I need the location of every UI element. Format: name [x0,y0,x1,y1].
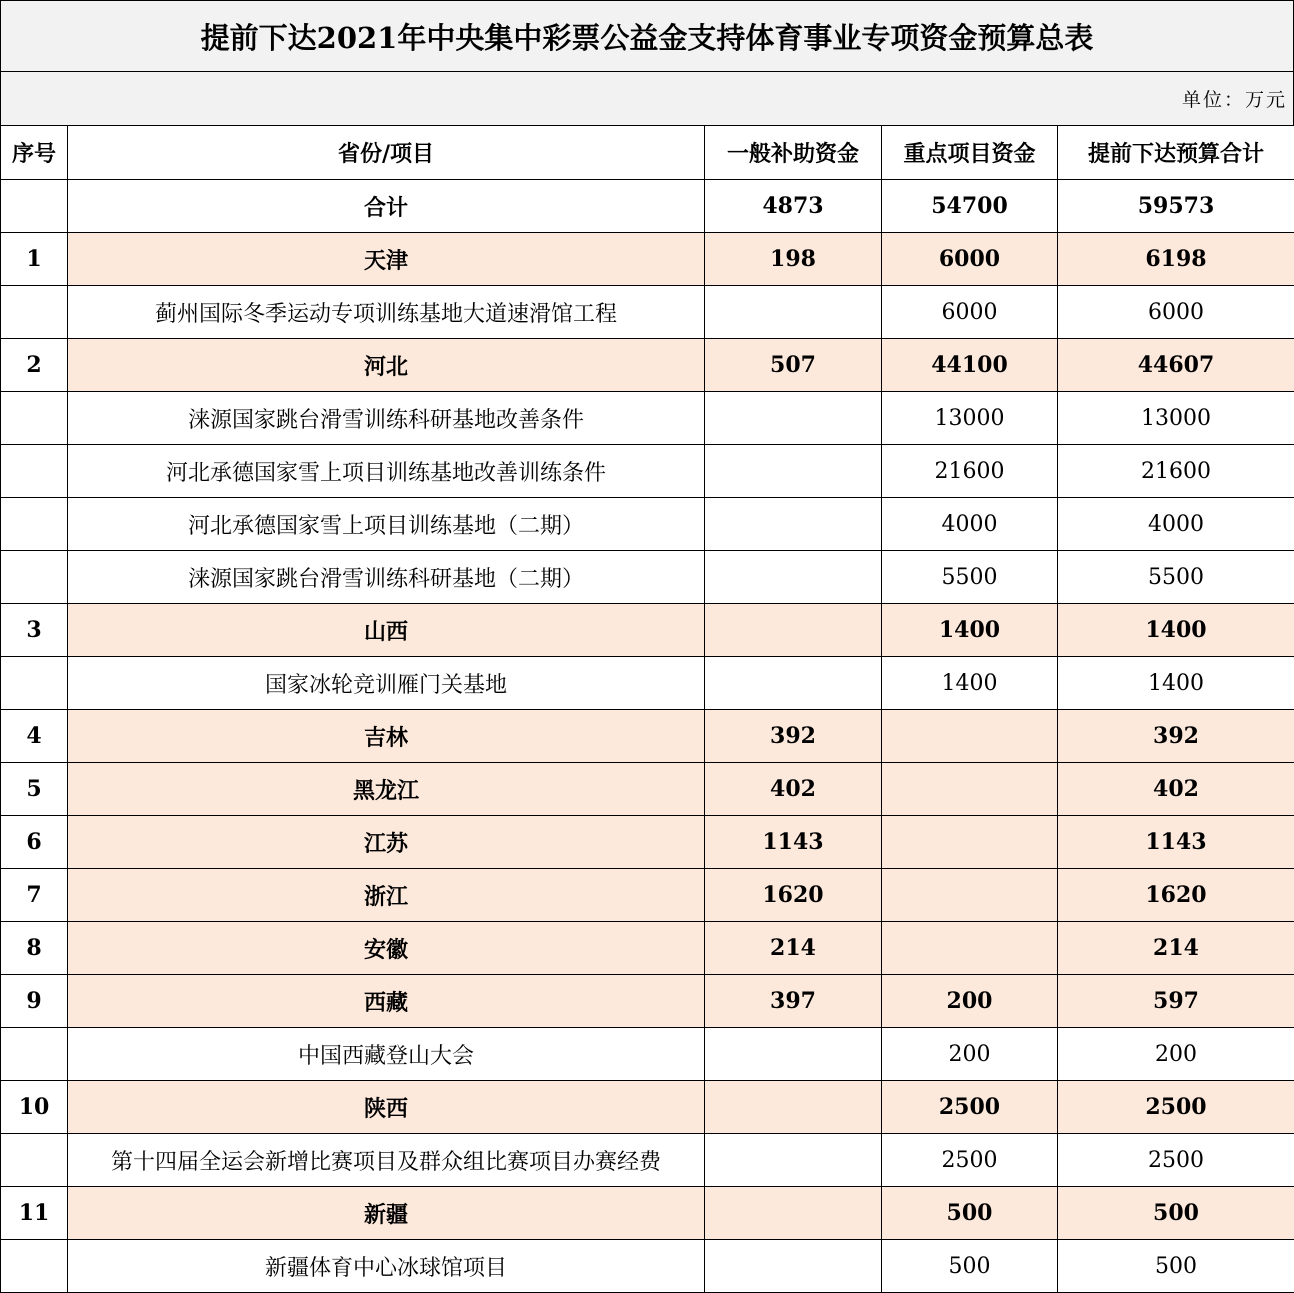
province-row [1,710,1294,763]
row-general-fund [705,1028,882,1081]
province-row [1,1187,1294,1240]
row-seq: 4 [1,710,68,763]
project-row [1,1028,1294,1081]
total-row [1,180,1294,233]
row-seq: 1 [1,233,68,286]
row-seq: 9 [1,975,68,1028]
row-seq [1,1240,68,1293]
province-row [1,339,1294,392]
budget-table [0,125,1294,1293]
project-row [1,286,1294,339]
row-seq: 11 [1,1187,68,1240]
row-name: 安徽 [68,922,705,975]
row-seq [1,657,68,710]
row-total: 1400 [1058,657,1294,710]
row-name: 河北承德国家雪上项目训练基地（二期） [68,498,705,551]
row-key-project-fund [882,922,1058,975]
row-key-project-fund: 500 [882,1187,1058,1240]
project-row [1,392,1294,445]
row-name: 黑龙江 [68,763,705,816]
row-name: 西藏 [68,975,705,1028]
row-general-fund [705,445,882,498]
header-general: 一般补助资金 [705,126,882,180]
row-total: 4000 [1058,498,1294,551]
row-name: 涞源国家跳台滑雪训练科研基地（二期） [68,551,705,604]
province-row [1,922,1294,975]
unit-label: 单位：万元 [0,72,1294,125]
project-row [1,498,1294,551]
row-general-fund [705,1134,882,1187]
row-key-project-fund: 200 [882,975,1058,1028]
row-general-fund: 397 [705,975,882,1028]
row-general-fund: 198 [705,233,882,286]
row-general-fund: 1143 [705,816,882,869]
row-general-fund: 392 [705,710,882,763]
row-general-fund [705,604,882,657]
row-key-project-fund: 1400 [882,604,1058,657]
row-total: 21600 [1058,445,1294,498]
row-name: 合计 [68,180,705,233]
row-general-fund [705,498,882,551]
row-key-project-fund: 1400 [882,657,1058,710]
row-general-fund [705,1240,882,1293]
sheet-title: 提前下达2021年中央集中彩票公益金支持体育事业专项资金预算总表 [0,0,1294,72]
row-key-project-fund [882,816,1058,869]
row-total: 6198 [1058,233,1294,286]
province-row [1,233,1294,286]
project-row [1,551,1294,604]
row-key-project-fund [882,763,1058,816]
row-general-fund [705,1081,882,1134]
row-name: 浙江 [68,869,705,922]
row-name: 新疆体育中心冰球馆项目 [68,1240,705,1293]
row-total: 59573 [1058,180,1294,233]
row-total: 2500 [1058,1134,1294,1187]
row-name: 河北 [68,339,705,392]
row-seq [1,392,68,445]
row-seq [1,1028,68,1081]
row-key-project-fund: 54700 [882,180,1058,233]
row-name: 吉林 [68,710,705,763]
row-name: 河北承德国家雪上项目训练基地改善训练条件 [68,445,705,498]
row-seq: 10 [1,1081,68,1134]
row-seq [1,498,68,551]
row-key-project-fund: 6000 [882,233,1058,286]
row-name: 蓟州国际冬季运动专项训练基地大道速滑馆工程 [68,286,705,339]
row-key-project-fund: 500 [882,1240,1058,1293]
row-total: 200 [1058,1028,1294,1081]
row-key-project-fund: 2500 [882,1134,1058,1187]
row-general-fund [705,1187,882,1240]
row-key-project-fund: 5500 [882,551,1058,604]
row-seq: 5 [1,763,68,816]
row-general-fund: 4873 [705,180,882,233]
table-body [1,180,1294,1293]
row-total: 500 [1058,1187,1294,1240]
row-total: 6000 [1058,286,1294,339]
row-total: 1400 [1058,604,1294,657]
province-row [1,869,1294,922]
row-total: 402 [1058,763,1294,816]
project-row [1,445,1294,498]
row-seq: 7 [1,869,68,922]
row-seq: 3 [1,604,68,657]
row-seq [1,1134,68,1187]
row-seq [1,551,68,604]
header-seq: 序号 [1,126,68,180]
province-row [1,975,1294,1028]
header-key: 重点项目资金 [882,126,1058,180]
row-name: 中国西藏登山大会 [68,1028,705,1081]
row-total: 1620 [1058,869,1294,922]
row-general-fund [705,392,882,445]
row-total: 1143 [1058,816,1294,869]
row-total: 13000 [1058,392,1294,445]
row-general-fund: 1620 [705,869,882,922]
row-key-project-fund: 21600 [882,445,1058,498]
province-row [1,763,1294,816]
row-name: 新疆 [68,1187,705,1240]
row-general-fund: 214 [705,922,882,975]
row-general-fund [705,551,882,604]
province-row [1,1081,1294,1134]
row-key-project-fund [882,710,1058,763]
row-name: 国家冰轮竞训雁门关基地 [68,657,705,710]
row-seq: 8 [1,922,68,975]
row-key-project-fund [882,869,1058,922]
row-name: 天津 [68,233,705,286]
row-seq [1,180,68,233]
row-total: 392 [1058,710,1294,763]
row-key-project-fund: 6000 [882,286,1058,339]
row-total: 214 [1058,922,1294,975]
row-key-project-fund: 2500 [882,1081,1058,1134]
row-seq: 2 [1,339,68,392]
row-key-project-fund: 4000 [882,498,1058,551]
project-row [1,1240,1294,1293]
row-total: 5500 [1058,551,1294,604]
header-sum: 提前下达预算合计 [1058,126,1294,180]
row-name: 江苏 [68,816,705,869]
row-key-project-fund: 44100 [882,339,1058,392]
row-seq [1,445,68,498]
province-row [1,604,1294,657]
row-name: 陕西 [68,1081,705,1134]
row-name: 涞源国家跳台滑雪训练科研基地改善条件 [68,392,705,445]
row-key-project-fund: 200 [882,1028,1058,1081]
row-general-fund: 402 [705,763,882,816]
project-row [1,1134,1294,1187]
row-general-fund: 507 [705,339,882,392]
row-key-project-fund: 13000 [882,392,1058,445]
row-general-fund [705,657,882,710]
row-seq: 6 [1,816,68,869]
row-total: 44607 [1058,339,1294,392]
project-row [1,657,1294,710]
row-total: 597 [1058,975,1294,1028]
header-name: 省份/项目 [68,126,705,180]
province-row [1,816,1294,869]
row-total: 500 [1058,1240,1294,1293]
row-general-fund [705,286,882,339]
row-seq [1,286,68,339]
row-name: 山西 [68,604,705,657]
row-total: 2500 [1058,1081,1294,1134]
header-row [1,126,1294,180]
row-name: 第十四届全运会新增比赛项目及群众组比赛项目办赛经费 [68,1134,705,1187]
